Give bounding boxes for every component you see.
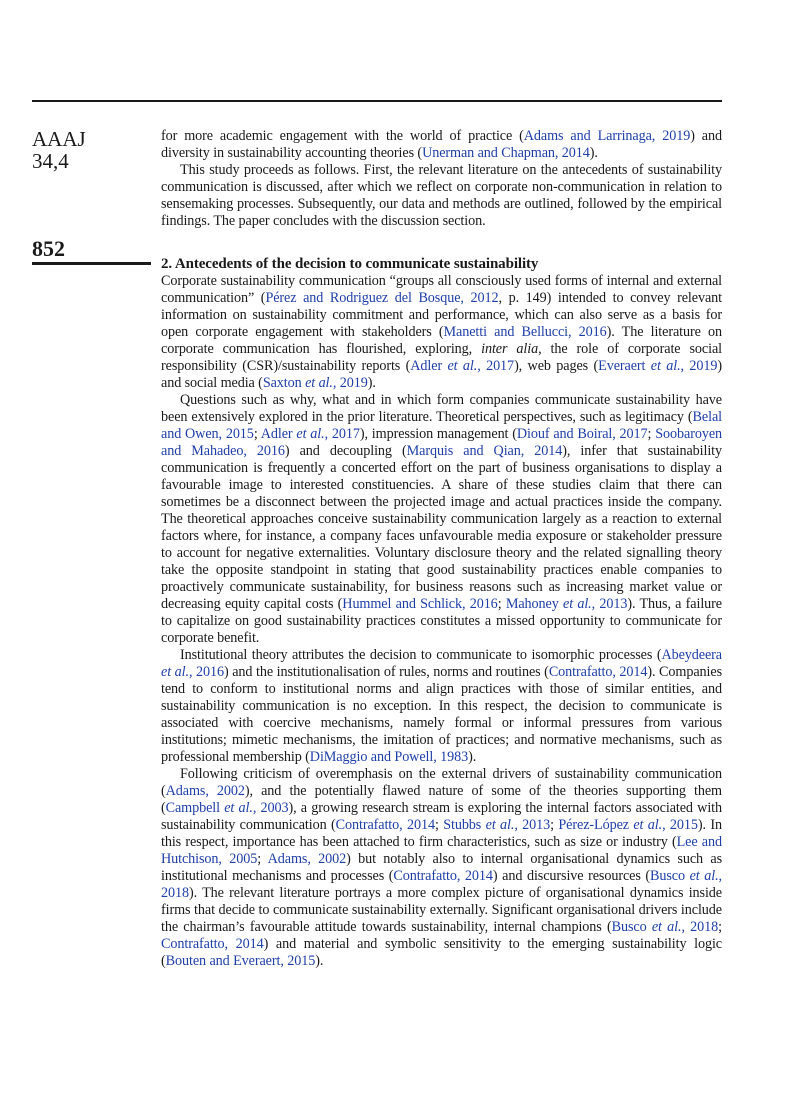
citation-link[interactable]: Lee and Hutchison, 2005 — [161, 834, 722, 867]
citation-link[interactable]: Saxton et al., 2019 — [262, 375, 368, 391]
paragraph: This study proceeds as follows. First, the relevant literature on the antecedents of sustainability communication is discussed, after which we reflect on corporate non-communication in relation to sensemaking processes. Subsequently, our data and methods are outlined, followed by the empirical findings. The paper concludes with the discussion section. — [161, 162, 722, 229]
paragraph: Following criticism of overemphasis on the external drivers of sustainability communication (Adams, 2002), and the potentially flawed nature of some of the theories supporting them (Campbell et al., 2003), a growing research stream is exploring the internal factors associated with sustainability communication (Contrafatto, 2014; Stubbs et al., 2013; Pérez-López et al., 2015). In this respect, importance has been attached to firm characteristics, such as size or industry (Lee and Hutchison, 2005; Adams, 2002) but notably also to internal organisational dynamics such as institutional mechanisms and processes (Contrafatto, 2014) and discursive resources (Busco et al., 2018). The relevant literature portrays a more complex picture of organisational dynamics inside firms that decide to communicate sustainability externally. Significant organisational drivers include the chairman’s favourable attitude towards sustainability, internal champions (Busco et al., 2018; Contrafatto, 2014) and material and symbolic sensitivity to the emerging sustainability logic (Bouten and Everaert, 2015). — [161, 766, 723, 969]
citation-link[interactable]: Soobaroyen and Mahadeo, 2016 — [161, 426, 723, 459]
italic-term: inter alia, — [481, 341, 542, 357]
citation-link[interactable]: Contrafatto, 2014 — [393, 868, 493, 884]
citation-link[interactable]: Adams, 2002 — [267, 851, 347, 867]
citation-link[interactable]: Everaert et al., 2019 — [598, 358, 718, 374]
page-number-rule — [32, 262, 151, 265]
citation-link[interactable]: Adler et al., 2017 — [410, 358, 515, 374]
paragraph: Questions such as why, what and in which form companies communicate sustainability have been extensively explored in the prior literature. Theoretical perspectives, such as legitimacy (Belal and Owen, 2015; Adler et al., 2017), impression management (Diouf and Boiral, 2017; Soobaroyen and Mahadeo, 2016) and decoupling (Marquis and Qian, 2014), infer that sustainability communication is frequently a concerted effort on the part of business organisations to display a favourable image to interested constituencies. A share of these studies claim that there can sometimes be a disconnect between the projected image and actual practices inside the company. The theoretical approaches conceive sustainability communication largely as a reaction to external factors where, for instance, a company faces unfavourable media exposure or stakeholder pressure to account for negative externalities. Voluntary disclosure theory and the related signalling theory take the opposite standpoint in stating that good sustainability practices enable companies to proactively communicate sustainability, for business reasons such as increasing market value or decreasing equity capital costs (Hummel and Schlick, 2016; Mahoney et al., 2013). Thus, a failure to capitalize on good sustainability practices constitutes a missed opportunity to communicate for corporate benefit. — [161, 392, 723, 646]
citation-link[interactable]: Busco et al., 2018 — [611, 919, 719, 935]
citation-link[interactable]: Stubbs et al., 2013 — [443, 817, 551, 833]
citation-link[interactable]: Adams, 2002 — [165, 783, 245, 799]
citation-link[interactable]: Pérez and Rodriguez del Bosque, 2012 — [265, 290, 499, 306]
header-rule — [32, 100, 722, 102]
citation-link[interactable]: Adler et al., 2017 — [260, 426, 360, 442]
paragraph: Corporate sustainability communication “groups all consciously used forms of internal and external communication” (Pérez and Rodriguez del Bosque, 2012, p. 149) intended to convey relevant information on sustainability commitment and performance, which can also serve as a basis for open corporate engagement with stakeholders (Manetti and Bellucci, 2016). The literature on corporate communication has flourished, exploring, inter alia, the role of corporate social responsibility (CSR)/sustainability reports (Adler et al., 2017), web pages (Everaert et al., 2019) and social media (Saxton et al., 2019). — [161, 273, 722, 391]
citation-link[interactable]: Manetti and Bellucci, 2016 — [443, 324, 607, 340]
paragraph: Institutional theory attributes the decision to communicate to isomorphic processes (Abeydeera et al., 2016) and the institutionalisation of rules, norms and routines (Contrafatto, 2014). Companies tend to conform to institutional norms and align practices with those of similar entities, and sustainability communication is no exception. In this respect, the decision to communicate is associated with coercive mechanisms, namely formal or informal pressures from various institutions; mimetic mechanisms, the imitation of practices; and normative mechanisms, such as professional membership (DiMaggio and Powell, 1983). — [161, 647, 722, 765]
citation-link[interactable]: Campbell et al., 2003 — [165, 800, 289, 816]
citation-link[interactable]: Abeydeera et al., 2016 — [161, 647, 722, 680]
citation-link[interactable]: Contrafatto, 2014 — [161, 936, 264, 952]
citation-link[interactable]: Mahoney et al., 2013 — [505, 596, 628, 612]
journal-name: AAAJ — [32, 127, 86, 151]
section-heading: 2. Antecedents of the decision to communicate sustainability — [161, 256, 539, 272]
citation-link[interactable]: Unerman and Chapman, 2014 — [422, 145, 590, 161]
citation-link[interactable]: Adams and Larrinaga, 2019 — [523, 128, 691, 144]
citation-link[interactable]: Marquis and Qian, 2014 — [406, 443, 563, 459]
citation-link[interactable]: Hummel and Schlick, 2016 — [342, 596, 498, 612]
citation-link[interactable]: Contrafatto, 2014 — [335, 817, 435, 833]
citation-link[interactable]: Belal and Owen, 2015 — [161, 409, 722, 442]
paragraph: for more academic engagement with the world of practice (Adams and Larrinaga, 2019) and diversity in sustainability accounting theories (Unerman and Chapman, 2014). — [161, 128, 722, 161]
volume-issue: 34,4 — [32, 149, 69, 173]
citation-link[interactable]: DiMaggio and Powell, 1983 — [309, 749, 469, 765]
main-text-column — [161, 128, 722, 970]
citation-link[interactable]: Contrafatto, 2014 — [548, 664, 648, 680]
journal-info — [32, 128, 86, 172]
citation-link[interactable]: Bouten and Everaert, 2015 — [165, 953, 316, 969]
citation-link[interactable]: Pérez-López et al., 2015 — [558, 817, 698, 833]
citation-link[interactable]: Diouf and Boiral, 2017 — [516, 426, 648, 442]
page-number: 852 — [32, 236, 65, 261]
citation-link[interactable]: Busco et al., 2018 — [161, 868, 722, 901]
